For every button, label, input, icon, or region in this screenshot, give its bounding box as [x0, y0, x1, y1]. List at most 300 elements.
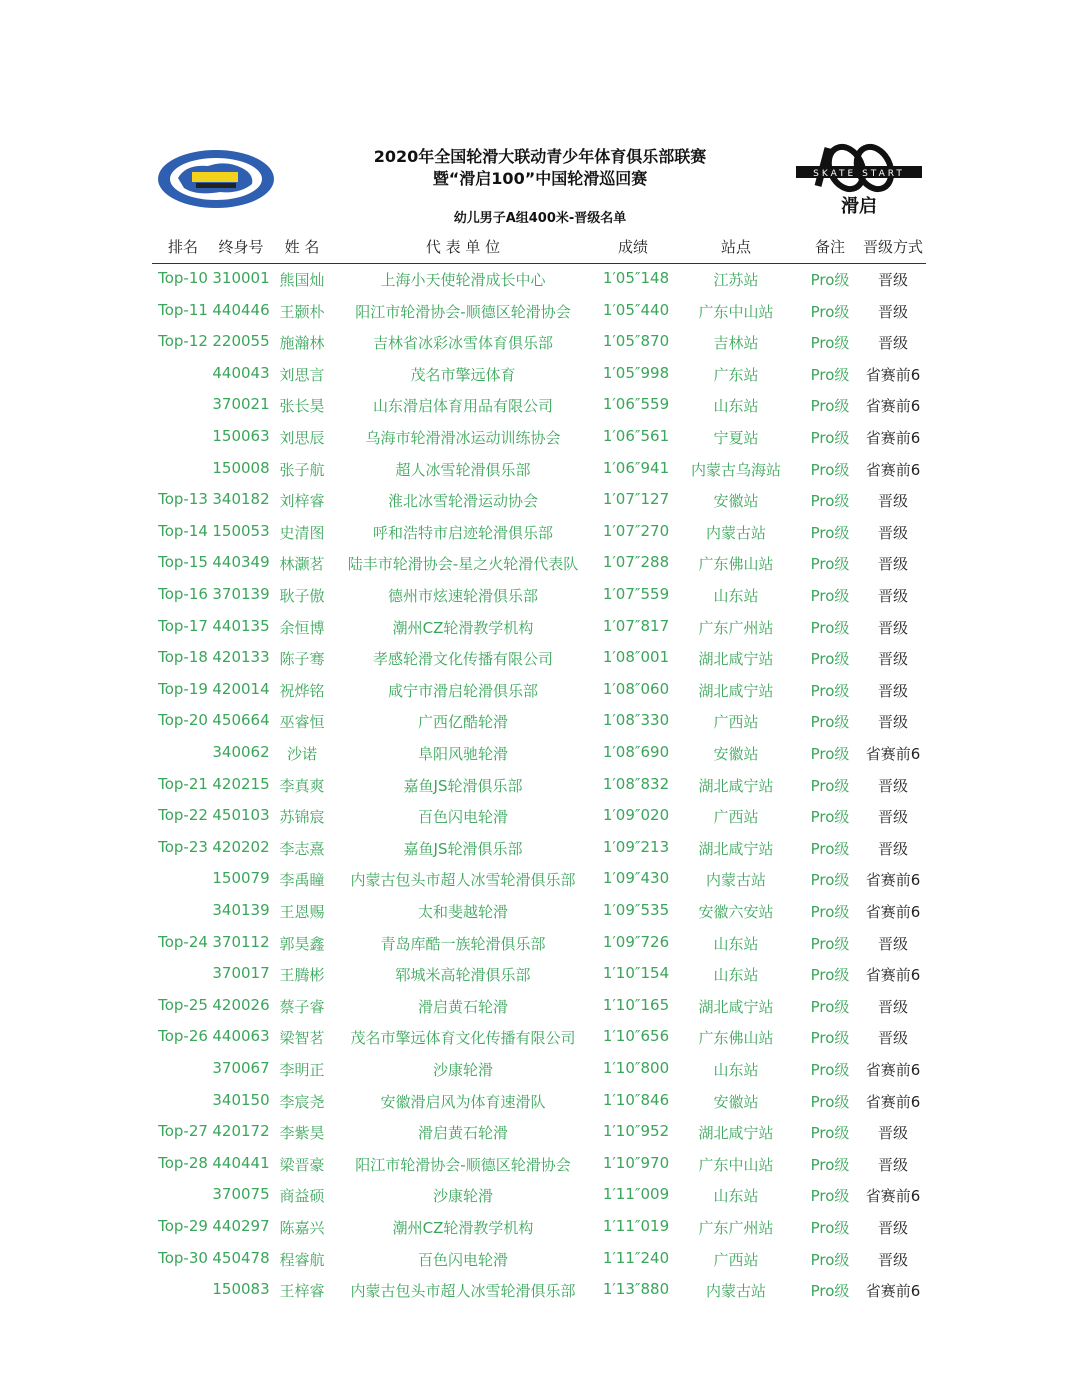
unit-cell: 吉林省冰彩冰雪体育俱乐部	[372, 334, 554, 353]
list-subtitle: 幼儿男子A组400米-晋级名单	[453, 211, 627, 226]
table-row	[0, 804, 1080, 832]
site-cell: 安徽站	[713, 745, 759, 763]
col-header-name: 姓 名	[284, 238, 320, 256]
id-cell: 420133	[212, 648, 270, 667]
note-cell: Pro级	[810, 460, 850, 479]
name-cell: 王梓睿	[279, 1282, 325, 1301]
rank-cell: Top-24	[158, 932, 208, 951]
rank-cell: Top-15	[158, 553, 208, 572]
col-header-site: 站点	[720, 238, 752, 256]
note-cell: Pro级	[810, 365, 850, 384]
table-row	[0, 1089, 1080, 1117]
time-cell: 1′10″970	[602, 1153, 670, 1172]
advance-cell: 省赛前6	[865, 1282, 921, 1301]
name-cell: 苏锦宸	[279, 808, 325, 827]
table-row	[0, 267, 1080, 295]
rank-cell: Top-19	[158, 679, 208, 698]
id-cell: 420026	[212, 995, 270, 1014]
table-row	[0, 962, 1080, 990]
site-cell: 广东佛山站	[698, 1029, 774, 1048]
table-row	[0, 299, 1080, 327]
unit-cell: 内蒙古包头市超人冰雪轮滑俱乐部	[350, 1282, 576, 1301]
unit-cell: 潮州CZ轮滑教学机构	[392, 618, 534, 637]
id-cell: 440349	[212, 553, 270, 572]
rank-cell: Top-20	[158, 711, 208, 730]
unit-cell: 呼和浩特市启迹轮滑俱乐部	[372, 523, 554, 542]
unit-cell: 孝感轮滑文化传播有限公司	[372, 650, 554, 669]
table-row	[0, 425, 1080, 453]
col-header-unit: 代 表 单 位	[425, 238, 501, 256]
site-cell: 内蒙古站	[705, 871, 767, 890]
note-cell: Pro级	[810, 776, 850, 795]
rank-cell: Top-18	[158, 648, 208, 667]
advance-cell: 晋级	[877, 1155, 909, 1174]
site-cell: 山东站	[713, 397, 759, 416]
rank-cell: Top-17	[158, 616, 208, 635]
id-cell: 370139	[212, 585, 270, 603]
table-row	[0, 1120, 1080, 1148]
id-cell: 440063	[212, 1027, 270, 1046]
header-divider	[152, 263, 926, 264]
advance-cell: 晋级	[877, 997, 909, 1016]
rank-cell: Top-21	[158, 774, 208, 793]
advance-cell: 晋级	[877, 587, 909, 605]
unit-cell: 百色闪电轮滑	[417, 808, 509, 827]
id-cell: 370112	[212, 932, 270, 951]
advance-cell: 省赛前6	[865, 745, 921, 763]
id-cell: 420202	[212, 837, 270, 856]
note-cell: Pro级	[810, 271, 850, 289]
skate-start-logo	[794, 140, 924, 220]
note-cell: Pro级	[810, 1155, 850, 1174]
advance-cell: 晋级	[877, 271, 909, 289]
advance-cell: 晋级	[877, 650, 909, 669]
unit-cell: 安徽滑启风为体育速滑队	[380, 1092, 546, 1111]
name-cell: 李紫昊	[279, 1124, 325, 1143]
table-row	[0, 899, 1080, 927]
time-cell: 1′11″019	[602, 1217, 670, 1235]
unit-cell: 阳江市轮滑协会-顺德区轮滑协会	[355, 1155, 571, 1174]
name-cell: 熊国灿	[279, 271, 325, 289]
site-cell: 山东站	[713, 1061, 759, 1079]
id-cell: 440043	[212, 363, 270, 382]
site-cell: 湖北咸宁站	[698, 776, 774, 795]
time-cell: 1′10″656	[602, 1027, 670, 1046]
unit-cell: 沙康轮滑	[432, 1061, 494, 1079]
site-cell: 湖北咸宁站	[698, 997, 774, 1016]
name-cell: 耿子傲	[279, 587, 325, 605]
id-cell: 310001	[212, 269, 270, 287]
note-cell: Pro级	[810, 966, 850, 985]
table-row	[0, 1025, 1080, 1053]
rank-cell: Top-13	[158, 490, 208, 509]
id-cell: 440297	[212, 1217, 270, 1235]
id-cell: 420172	[212, 1122, 270, 1141]
unit-cell: 嘉鱼JS轮滑俱乐部	[403, 776, 523, 795]
id-cell: 370017	[212, 964, 270, 983]
id-cell: 450478	[212, 1248, 270, 1267]
rank-cell: Top-26	[158, 1027, 208, 1046]
id-cell: 420215	[212, 774, 270, 793]
note-cell: Pro级	[810, 1124, 850, 1143]
name-cell: 陈嘉兴	[279, 1219, 325, 1237]
name-cell: 祝烨铭	[279, 681, 325, 700]
site-cell: 广东站	[713, 365, 759, 384]
time-cell: 1′07″817	[602, 616, 670, 635]
col-header-note: 备注	[814, 238, 846, 256]
id-cell: 220055	[212, 332, 270, 351]
association-logo	[156, 148, 276, 210]
time-cell: 1′05″998	[602, 363, 670, 382]
table-row	[0, 994, 1080, 1022]
id-cell: 340150	[212, 1090, 270, 1109]
name-cell: 李宸尧	[279, 1092, 325, 1111]
unit-cell: 广西亿酷轮滑	[417, 713, 509, 732]
site-cell: 湖北咸宁站	[698, 681, 774, 700]
table-header	[0, 236, 1080, 260]
note-cell: Pro级	[810, 650, 850, 669]
site-cell: 广西站	[713, 1250, 759, 1269]
unit-cell: 茂名市擎远体育	[410, 365, 516, 384]
name-cell: 梁晋豪	[279, 1155, 325, 1174]
advance-cell: 晋级	[877, 523, 909, 542]
unit-cell: 超人冰雪轮滑俱乐部	[395, 460, 531, 479]
advance-cell: 省赛前6	[865, 429, 921, 447]
note-cell: Pro级	[810, 397, 850, 416]
skate-start-emblem	[794, 140, 924, 220]
time-cell: 1′05″148	[602, 269, 670, 287]
note-cell: Pro级	[810, 871, 850, 890]
table-row	[0, 1152, 1080, 1180]
note-cell: Pro级	[810, 1219, 850, 1237]
name-cell: 余恒博	[279, 618, 325, 637]
site-cell: 江苏站	[713, 271, 759, 289]
unit-cell: 滑启黄石轮滑	[417, 1124, 509, 1143]
table-row	[0, 867, 1080, 895]
table-row	[0, 678, 1080, 706]
rank-cell: Top-16	[158, 585, 208, 603]
col-header-rank: 排名	[167, 238, 199, 256]
time-cell: 1′10″846	[602, 1090, 670, 1109]
id-cell: 340139	[212, 901, 270, 919]
advance-cell: 晋级	[877, 1219, 909, 1237]
name-cell: 史清图	[279, 523, 325, 542]
time-cell: 1′06″941	[602, 458, 670, 477]
time-cell: 1′05″870	[602, 332, 670, 351]
advance-cell: 晋级	[877, 839, 909, 858]
unit-cell: 山东滑启体育用品有限公司	[372, 397, 554, 416]
unit-cell: 阳江市轮滑协会-顺德区轮滑协会	[355, 302, 571, 321]
advance-cell: 晋级	[877, 808, 909, 827]
advance-cell: 省赛前6	[865, 1061, 921, 1079]
rank-cell: Top-12	[158, 332, 208, 351]
site-cell: 广西站	[713, 808, 759, 827]
rank-cell: Top-14	[158, 521, 208, 540]
note-cell: Pro级	[810, 903, 850, 921]
site-cell: 安徽六安站	[698, 903, 774, 921]
name-cell: 林灏茗	[279, 555, 325, 574]
time-cell: 1′11″240	[602, 1248, 670, 1267]
table-row	[0, 646, 1080, 674]
name-cell: 程睿航	[279, 1250, 325, 1269]
time-cell: 1′10″952	[602, 1122, 670, 1141]
note-cell: Pro级	[810, 808, 850, 827]
id-cell: 440135	[212, 616, 270, 635]
rank-cell: Top-25	[158, 995, 208, 1014]
name-cell: 李明正	[279, 1061, 325, 1079]
time-cell: 1′08″060	[602, 679, 670, 698]
unit-cell: 沙康轮滑	[432, 1187, 494, 1206]
name-cell: 王腾彬	[279, 966, 325, 985]
site-cell: 山东站	[713, 1187, 759, 1206]
id-cell: 340182	[212, 490, 270, 509]
document-title-line2: 暨“滑启100”中国轮滑巡回赛	[432, 169, 648, 188]
name-cell: 刘思言	[279, 365, 325, 384]
unit-cell: 郓城米高轮滑俱乐部	[395, 966, 531, 985]
table-row	[0, 741, 1080, 769]
time-cell: 1′07″127	[602, 490, 670, 509]
advance-cell: 晋级	[877, 492, 909, 511]
time-cell: 1′08″330	[602, 711, 670, 730]
unit-cell: 滑启黄石轮滑	[417, 997, 509, 1016]
site-cell: 广东佛山站	[698, 555, 774, 574]
advance-cell: 省赛前6	[865, 460, 921, 479]
advance-cell: 省赛前6	[865, 1092, 921, 1111]
time-cell: 1′09″726	[602, 932, 670, 951]
table-row	[0, 362, 1080, 390]
name-cell: 李真爽	[279, 776, 325, 795]
time-cell: 1′08″832	[602, 774, 670, 793]
table-row	[0, 457, 1080, 485]
time-cell: 1′09″430	[602, 869, 670, 888]
unit-cell: 内蒙古包头市超人冰雪轮滑俱乐部	[350, 871, 576, 890]
time-cell: 1′10″154	[602, 964, 670, 983]
unit-cell: 德州市炫速轮滑俱乐部	[387, 587, 539, 605]
name-cell: 李志熹	[279, 839, 325, 858]
advance-cell: 晋级	[877, 1029, 909, 1048]
id-cell: 440446	[212, 300, 270, 319]
advance-cell: 省赛前6	[865, 966, 921, 985]
svg-text:SKATE START: SKATE START	[813, 169, 905, 179]
id-cell: 150053	[212, 521, 270, 540]
note-cell: Pro级	[810, 1092, 850, 1111]
unit-cell: 陆丰市轮滑协会-星之火轮滑代表队	[347, 555, 579, 574]
rank-cell: Top-30	[158, 1248, 208, 1267]
svg-text:滑启: 滑启	[841, 196, 877, 217]
table-row	[0, 393, 1080, 421]
rank-cell: Top-10	[158, 269, 208, 287]
time-cell: 1′07″270	[602, 521, 670, 540]
table-row	[0, 488, 1080, 516]
site-cell: 广东中山站	[698, 302, 774, 321]
unit-cell: 茂名市擎远体育文化传播有限公司	[350, 1029, 576, 1048]
note-cell: Pro级	[810, 302, 850, 321]
name-cell: 王颢朴	[279, 302, 325, 321]
col-header-advance: 晋级方式	[862, 238, 924, 256]
site-cell: 广东广州站	[698, 1219, 774, 1237]
advance-cell: 晋级	[877, 1124, 909, 1143]
unit-cell: 嘉鱼JS轮滑俱乐部	[403, 839, 523, 858]
advance-cell: 晋级	[877, 618, 909, 637]
name-cell: 张长昊	[279, 397, 325, 416]
id-cell: 150083	[212, 1280, 270, 1299]
name-cell: 李禹瞳	[279, 871, 325, 890]
site-cell: 内蒙古乌海站	[690, 460, 782, 479]
advance-cell: 晋级	[877, 555, 909, 574]
advance-cell: 省赛前6	[865, 903, 921, 921]
site-cell: 湖北咸宁站	[698, 1124, 774, 1143]
table-row	[0, 615, 1080, 643]
advance-cell: 晋级	[877, 1250, 909, 1269]
site-cell: 山东站	[713, 587, 759, 605]
time-cell: 1′10″165	[602, 995, 670, 1014]
name-cell: 巫睿恒	[279, 713, 325, 732]
site-cell: 广东中山站	[698, 1155, 774, 1174]
unit-cell: 咸宁市滑启轮滑俱乐部	[387, 681, 539, 700]
table-row	[0, 709, 1080, 737]
table-row	[0, 931, 1080, 959]
site-cell: 内蒙古站	[705, 523, 767, 542]
id-cell: 370075	[212, 1185, 270, 1204]
id-cell: 150063	[212, 427, 270, 445]
rank-cell: Top-27	[158, 1122, 208, 1141]
table-row	[0, 836, 1080, 864]
rank-cell: Top-11	[158, 300, 208, 319]
id-cell: 150008	[212, 458, 270, 477]
unit-cell: 上海小天使轮滑成长中心	[380, 271, 546, 289]
table-row	[0, 1215, 1080, 1243]
unit-cell: 淮北冰雪轮滑运动协会	[387, 492, 539, 511]
unit-cell: 百色闪电轮滑	[417, 1250, 509, 1269]
advance-cell: 省赛前6	[865, 871, 921, 890]
note-cell: Pro级	[810, 334, 850, 353]
advance-cell: 晋级	[877, 681, 909, 700]
note-cell: Pro级	[810, 839, 850, 858]
advance-cell: 省赛前6	[865, 365, 921, 384]
id-cell: 450664	[212, 711, 270, 730]
id-cell: 370021	[212, 395, 270, 414]
unit-cell: 青岛库酷一族轮滑俱乐部	[380, 934, 546, 953]
name-cell: 刘思辰	[279, 429, 325, 447]
site-cell: 安徽站	[713, 1092, 759, 1111]
note-cell: Pro级	[810, 555, 850, 574]
advance-cell: 省赛前6	[865, 1187, 921, 1206]
name-cell: 蔡子睿	[279, 997, 325, 1016]
note-cell: Pro级	[810, 492, 850, 511]
table-row	[0, 583, 1080, 611]
table-row	[0, 1278, 1080, 1306]
advance-cell: 晋级	[877, 934, 909, 953]
rank-cell: Top-29	[158, 1217, 208, 1235]
table-row	[0, 1057, 1080, 1085]
note-cell: Pro级	[810, 934, 850, 953]
table-row	[0, 330, 1080, 358]
note-cell: Pro级	[810, 997, 850, 1016]
time-cell: 1′07″559	[602, 585, 670, 603]
note-cell: Pro级	[810, 1250, 850, 1269]
site-cell: 安徽站	[713, 492, 759, 511]
advance-cell: 晋级	[877, 713, 909, 732]
id-cell: 370067	[212, 1059, 270, 1077]
site-cell: 广西站	[713, 713, 759, 732]
rank-cell: Top-22	[158, 806, 208, 825]
col-header-id: 终身号	[218, 238, 264, 256]
note-cell: Pro级	[810, 429, 850, 447]
name-cell: 梁智茗	[279, 1029, 325, 1048]
note-cell: Pro级	[810, 587, 850, 605]
note-cell: Pro级	[810, 1282, 850, 1301]
time-cell: 1′06″561	[602, 427, 670, 445]
note-cell: Pro级	[810, 713, 850, 732]
time-cell: 1′08″690	[602, 743, 670, 761]
note-cell: Pro级	[810, 523, 850, 542]
table-row	[0, 520, 1080, 548]
unit-cell: 乌海市轮滑滑冰运动训练协会	[365, 429, 561, 447]
note-cell: Pro级	[810, 1061, 850, 1079]
time-cell: 1′11″009	[602, 1185, 670, 1204]
time-cell: 1′09″535	[602, 901, 670, 919]
note-cell: Pro级	[810, 618, 850, 637]
document-title: 2020年全国轮滑大联动青少年体育俱乐部联赛	[373, 147, 707, 166]
rank-cell: Top-23	[158, 837, 208, 856]
advance-cell: 省赛前6	[865, 397, 921, 416]
name-cell: 施瀚林	[279, 334, 325, 353]
id-cell: 450103	[212, 806, 270, 825]
advance-cell: 晋级	[877, 302, 909, 321]
name-cell: 刘梓睿	[279, 492, 325, 511]
site-cell: 内蒙古站	[705, 1282, 767, 1301]
site-cell: 广东广州站	[698, 618, 774, 637]
table-row	[0, 1183, 1080, 1211]
time-cell: 1′10″800	[602, 1059, 670, 1077]
site-cell: 宁夏站	[713, 429, 759, 447]
name-cell: 王恩赐	[279, 903, 325, 921]
name-cell: 商益硕	[279, 1187, 325, 1206]
time-cell: 1′13″880	[602, 1280, 670, 1299]
name-cell: 沙诺	[286, 745, 318, 763]
id-cell: 420014	[212, 679, 270, 698]
name-cell: 郭昊鑫	[279, 934, 325, 953]
time-cell: 1′07″288	[602, 553, 670, 572]
advance-cell: 晋级	[877, 776, 909, 795]
site-cell: 山东站	[713, 934, 759, 953]
table-row	[0, 551, 1080, 579]
name-cell: 陈子骞	[279, 650, 325, 669]
table-row	[0, 1247, 1080, 1275]
time-cell: 1′06″559	[602, 395, 670, 414]
id-cell: 340062	[212, 743, 270, 761]
time-cell: 1′09″213	[602, 837, 670, 856]
col-header-time: 成绩	[617, 238, 649, 256]
site-cell: 山东站	[713, 966, 759, 985]
unit-cell: 阜阳风驰轮滑	[417, 745, 509, 763]
time-cell: 1′05″440	[602, 300, 670, 319]
rank-cell: Top-28	[158, 1153, 208, 1172]
table-row	[0, 773, 1080, 801]
note-cell: Pro级	[810, 1029, 850, 1048]
note-cell: Pro级	[810, 681, 850, 700]
time-cell: 1′09″020	[602, 806, 670, 825]
name-cell: 张子航	[279, 460, 325, 479]
note-cell: Pro级	[810, 1187, 850, 1206]
advance-cell: 晋级	[877, 334, 909, 353]
time-cell: 1′08″001	[602, 648, 670, 667]
site-cell: 湖北咸宁站	[698, 650, 774, 669]
id-cell: 440441	[212, 1153, 270, 1172]
note-cell: Pro级	[810, 745, 850, 763]
unit-cell: 太和斐越轮滑	[417, 903, 509, 921]
site-cell: 吉林站	[713, 334, 759, 353]
